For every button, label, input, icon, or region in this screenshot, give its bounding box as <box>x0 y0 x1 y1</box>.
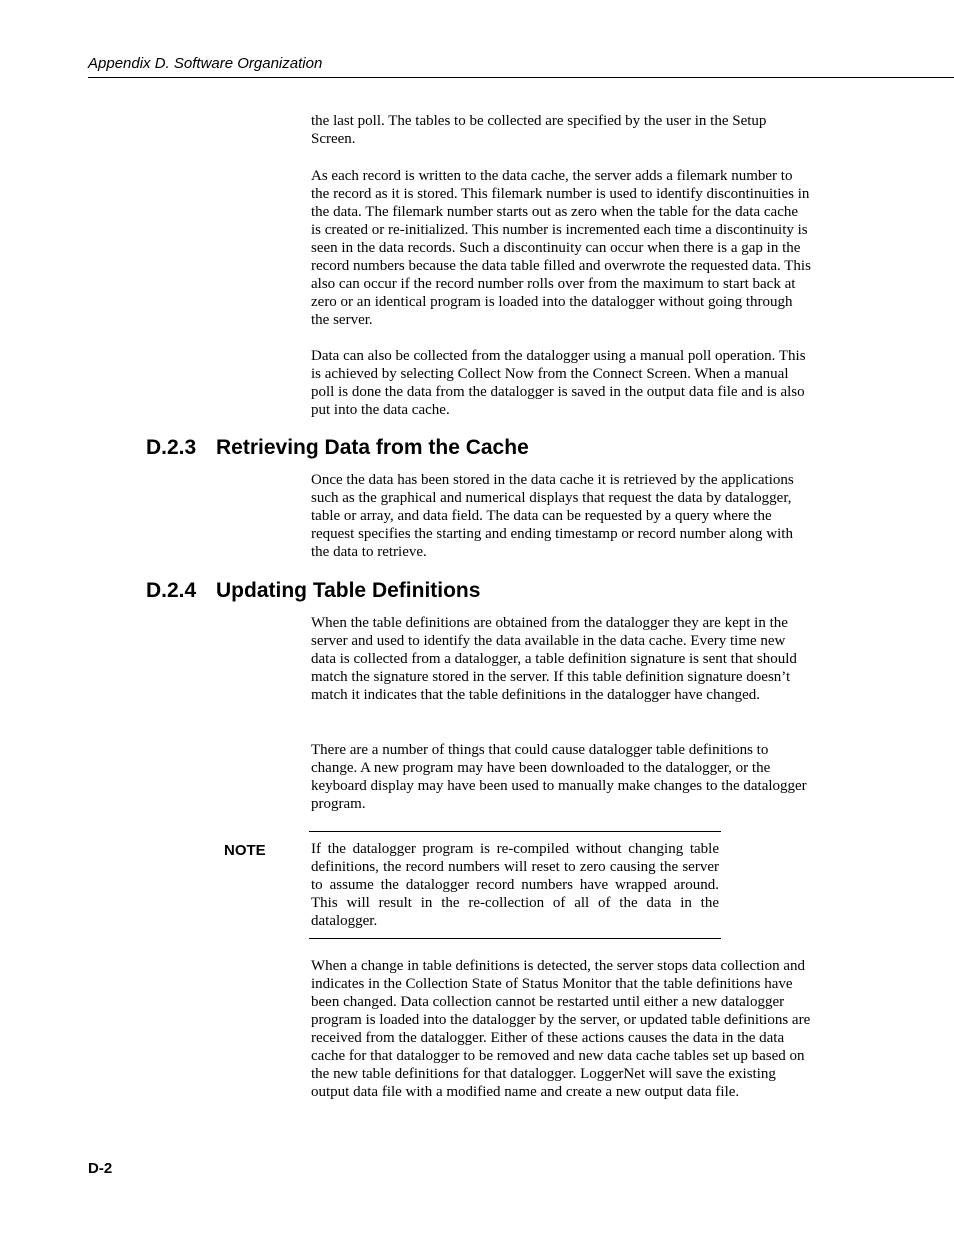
paragraph-last-poll: the last poll. The tables to be collected are specified by the user in the Setup Screen. <box>311 113 767 147</box>
section-heading-retrieving <box>146 436 529 460</box>
paragraph-change-detected: When a change in table definitions is detected, the server stops data collection and indicates in the Collection State of Status Monitor that the table definitions have been changed. Data collection cannot be restarted until either a new datalogger program is loaded into the datalogger by the server, or updated table definitions are received from the datalogger. Either of these actions causes the data in the data cache for that datalogger to be removed and new data cache tables set up based on the new table definitions for that datalogger. LoggerNet will save the existing output data file with a modified name and create a new output data file. <box>311 958 811 1100</box>
paragraph-manual-poll: Data can also be collected from the datalogger using a manual poll operation. This is achieved by selecting Collect Now from the Connect Screen. When a manual poll is done the data from the datalogger is saved in the output data file and is also put into the data cache. <box>311 348 806 418</box>
page-number: D-2 <box>88 1160 113 1177</box>
paragraph-filemark: As each record is written to the data cache, the server adds a filemark number to the record as it is stored. This filemark number is used to identify discontinuities in the data. The filemark number starts out as zero when the table for the data cache is created or re-initialized. This number is incremented each time a discontinuity is seen in the data records. Such a discontinuity can occur when there is a gap in the record numbers because the data table filled and overwrote the requested data. This also can occur if the record number rolls over from the maximum to start back at zero or an identical program is loaded into the datalogger without going through the server. <box>311 168 811 328</box>
note-label: NOTE <box>224 842 266 859</box>
section-title: Retrieving Data from the Cache <box>216 436 529 459</box>
section-number: D.2.3 <box>146 436 197 459</box>
paragraph-table-definitions: When the table definitions are obtained from the datalogger they are kept in the server and used to identify the data available in the data cache. Every time new data is collected from a datalogger, a table definition signature is sent that should match the signature stored in the server. If this table definition signature doesn’t match it indicates that the table definitions in the datalogger have changed. <box>311 615 797 703</box>
paragraph-change-causes: There are a number of things that could cause datalogger table definitions to change. A new program may have been downloaded to the datalogger, or the keyboard display may have been used to manually make changes to the datalogger program. <box>311 742 807 812</box>
section-heading-updating <box>146 579 480 603</box>
header-title: Appendix D. Software Organization <box>88 55 323 72</box>
section-number: D.2.4 <box>146 579 197 602</box>
section-title: Updating Table Definitions <box>216 579 481 602</box>
running-header <box>88 55 954 78</box>
note-text: If the datalogger program is re-compiled without changing table definitions, the record numbers will reset to zero causing the server to assume the datalogger record numbers have wrapped around. This will result in the re-collection of all of the data in the datalogger. <box>311 841 719 929</box>
paragraph-retrieving: Once the data has been stored in the data cache it is retrieved by the applications such as the graphical and numerical displays that request the data by datalogger, table or array, and data field. The data can be requested by a query where the request specifies the starting and ending timestamp or record number along with the data to retrieve. <box>311 472 794 560</box>
